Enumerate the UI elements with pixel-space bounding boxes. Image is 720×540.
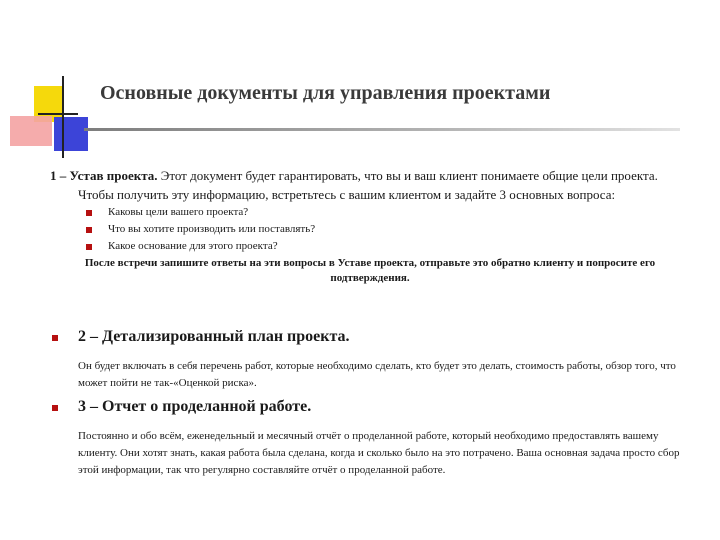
section-progress-report-text: Постоянно и обо всём, еженедельный и месячный отчёт о проделанной работе, который необходимо предоставлять вашему клиенту. Они хотят знать, какая работа была сделана, когда и сколько было на это потрачено. Ваша основная задача просто сбор этой информации, так что регулярно составляйте отчёт о проделанной работе. <box>78 430 680 476</box>
section-progress-report-heading: 3 – Отчет о проделанной работе. <box>78 398 312 415</box>
section-charter <box>50 166 690 286</box>
decor-blue-square <box>54 117 88 151</box>
decor-vertical-line <box>62 76 64 158</box>
question-list <box>50 204 690 255</box>
section-detailed-plan-text: Он будет включать в себя перечень работ, которые необходимо сделать, кто будет это делать, стоимость работы, обзор того, что может пойти не так-«Оценкой риска». <box>78 360 676 389</box>
section-progress-report-header <box>50 398 690 416</box>
page-title: Основные документы для управления проектами <box>100 82 551 104</box>
bullet-icon <box>52 335 58 341</box>
list-item: Что вы хотите производить или поставлять? <box>86 221 690 238</box>
section-progress-report <box>50 398 690 479</box>
title-divider <box>84 128 680 131</box>
decor-red-square <box>10 116 52 146</box>
section-charter-heading: 1 – Устав проекта. <box>50 168 158 183</box>
section-detailed-plan-heading: 2 – Детализированный план проекта. <box>78 328 350 345</box>
section-charter-after-note: После встречи запишите ответы на эти вопросы в Уставе проекта, отправьте это обратно клиенту и попросите его подтверждения. <box>84 257 656 284</box>
section-charter-text: Этот документ будет гарантировать, что вы и ваш клиент понимаете общие цели проекта. Чтобы получить эту информацию, встретьтесь с вашим клиентом и задайте 3 основных вопроса: <box>78 168 658 202</box>
list-item: Какое основание для этого проекта? <box>86 238 690 255</box>
list-item: Каковы цели вашего проекта? <box>86 204 690 221</box>
section-detailed-plan <box>50 328 690 392</box>
section-detailed-plan-header <box>50 328 690 346</box>
decor-horizontal-line <box>38 113 78 115</box>
section-charter-paragraph <box>50 166 690 204</box>
bullet-icon <box>52 405 58 411</box>
